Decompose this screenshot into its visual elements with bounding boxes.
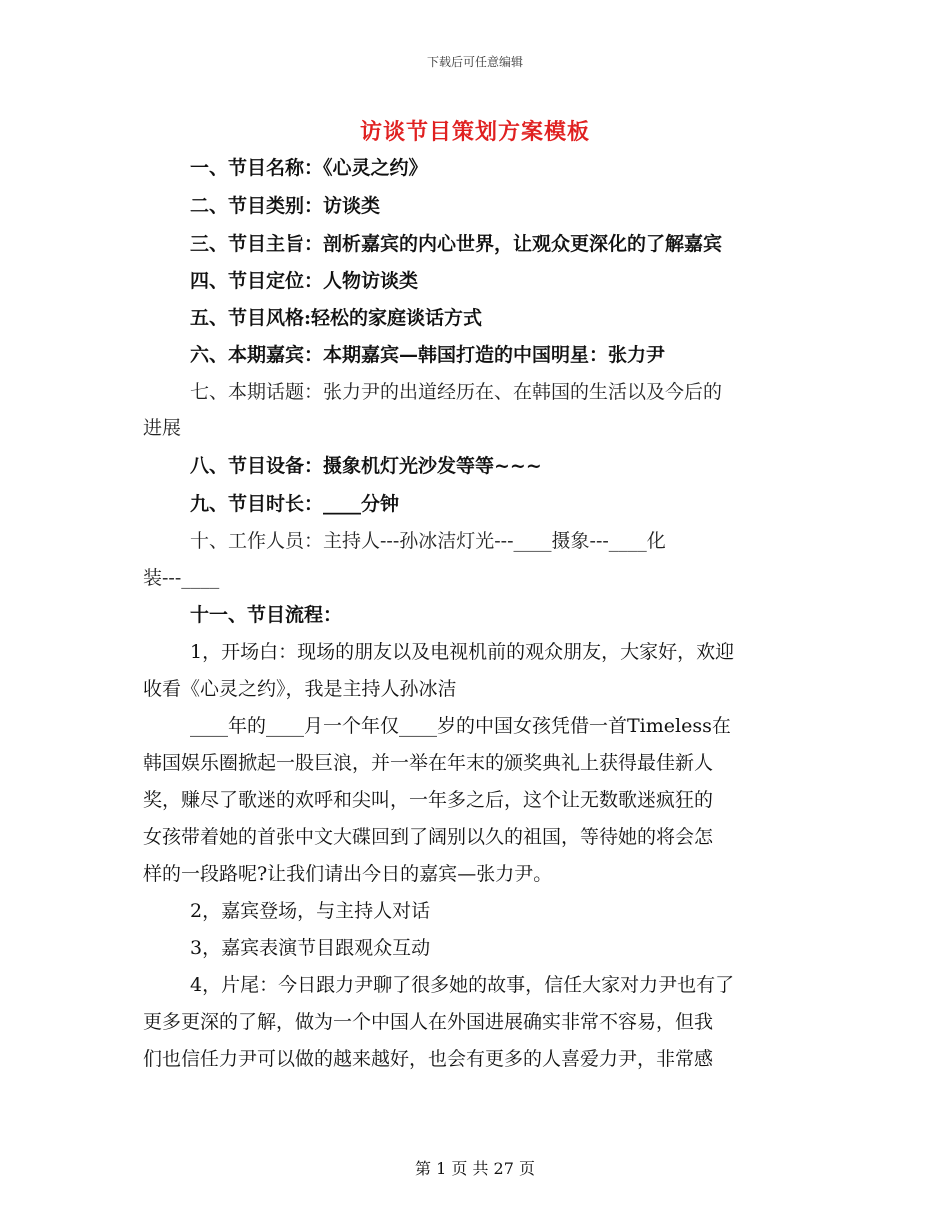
line-program-category: 二、节目类别：访谈类 [190,195,381,217]
line-staff-cont: 装---____ [143,567,220,589]
line-topic: 七、本期话题：张力尹的出道经历在、在韩国的生活以及今后的 [190,381,723,403]
line-program-purpose: 三、节目主旨：剖析嘉宾的内心世界，让观众更深化的了解嘉宾 [190,233,723,255]
line-staff: 十、工作人员：主持人---孙冰洁灯光---____摄象---____化 [190,530,666,552]
line-intro-4: 女孩带着她的首张中文大碟回到了阔别以久的祖国，等待她的将会怎 [143,826,714,848]
line-guest: 六、本期嘉宾：本期嘉宾—韩国打造的中国明星：张力尹 [190,344,666,366]
document-title: 访谈节目策划方案模板 [359,119,590,145]
line-duration: 九、节目时长：____分钟 [190,493,400,515]
line-intro-3: 奖，赚尽了歌迷的欢呼和尖叫，一年多之后，这个让无数歌迷疯狂的 [143,789,714,811]
line-flow-heading: 十一、节目流程： [190,604,343,626]
page-footer: 第 1 页 共 27 页 [415,1159,535,1178]
line-intro-5: 样的一段路呢?让我们请出今日的嘉宾—张力尹。 [143,863,553,885]
line-flow-4: 4，片尾：今日跟力尹聊了很多她的故事，信任大家对力尹也有了 [190,974,735,996]
line-intro-1: ____年的____月一个年仅____岁的中国女孩凭借一首Timeless在 [190,715,731,737]
line-flow-2: 2，嘉宾登场，与主持人对话 [190,900,431,922]
line-program-name: 一、节目名称：《心灵之约》 [190,157,428,179]
line-flow-4-cont-1: 更多更深的了解，做为一个中国人在外国进展确实非常不容易，但我 [143,1011,714,1033]
line-flow-3: 3，嘉宾表演节目跟观众互动 [190,937,431,959]
line-flow-1: 1，开场白：现场的朋友以及电视机前的观众朋友，大家好，欢迎 [190,641,735,663]
line-topic-cont: 进展 [143,417,182,439]
line-program-style: 五、节目风格:轻松的家庭谈话方式 [190,307,483,329]
line-program-positioning: 四、节目定位：人物访谈类 [190,270,419,292]
line-flow-1-cont: 收看《心灵之约》，我是主持人孙冰洁 [143,678,457,700]
line-equipment: 八、节目设备：摄象机灯光沙发等等~~~ [190,455,542,477]
header-note: 下载后可任意编辑 [426,55,523,69]
line-flow-4-cont-2: 们也信任力尹可以做的越来越好，也会有更多的人喜爱力尹，非常感 [143,1048,714,1070]
line-intro-2: 韩国娱乐圈掀起一股巨浪，并一举在年末的颁奖典礼上获得最佳新人 [143,752,714,774]
